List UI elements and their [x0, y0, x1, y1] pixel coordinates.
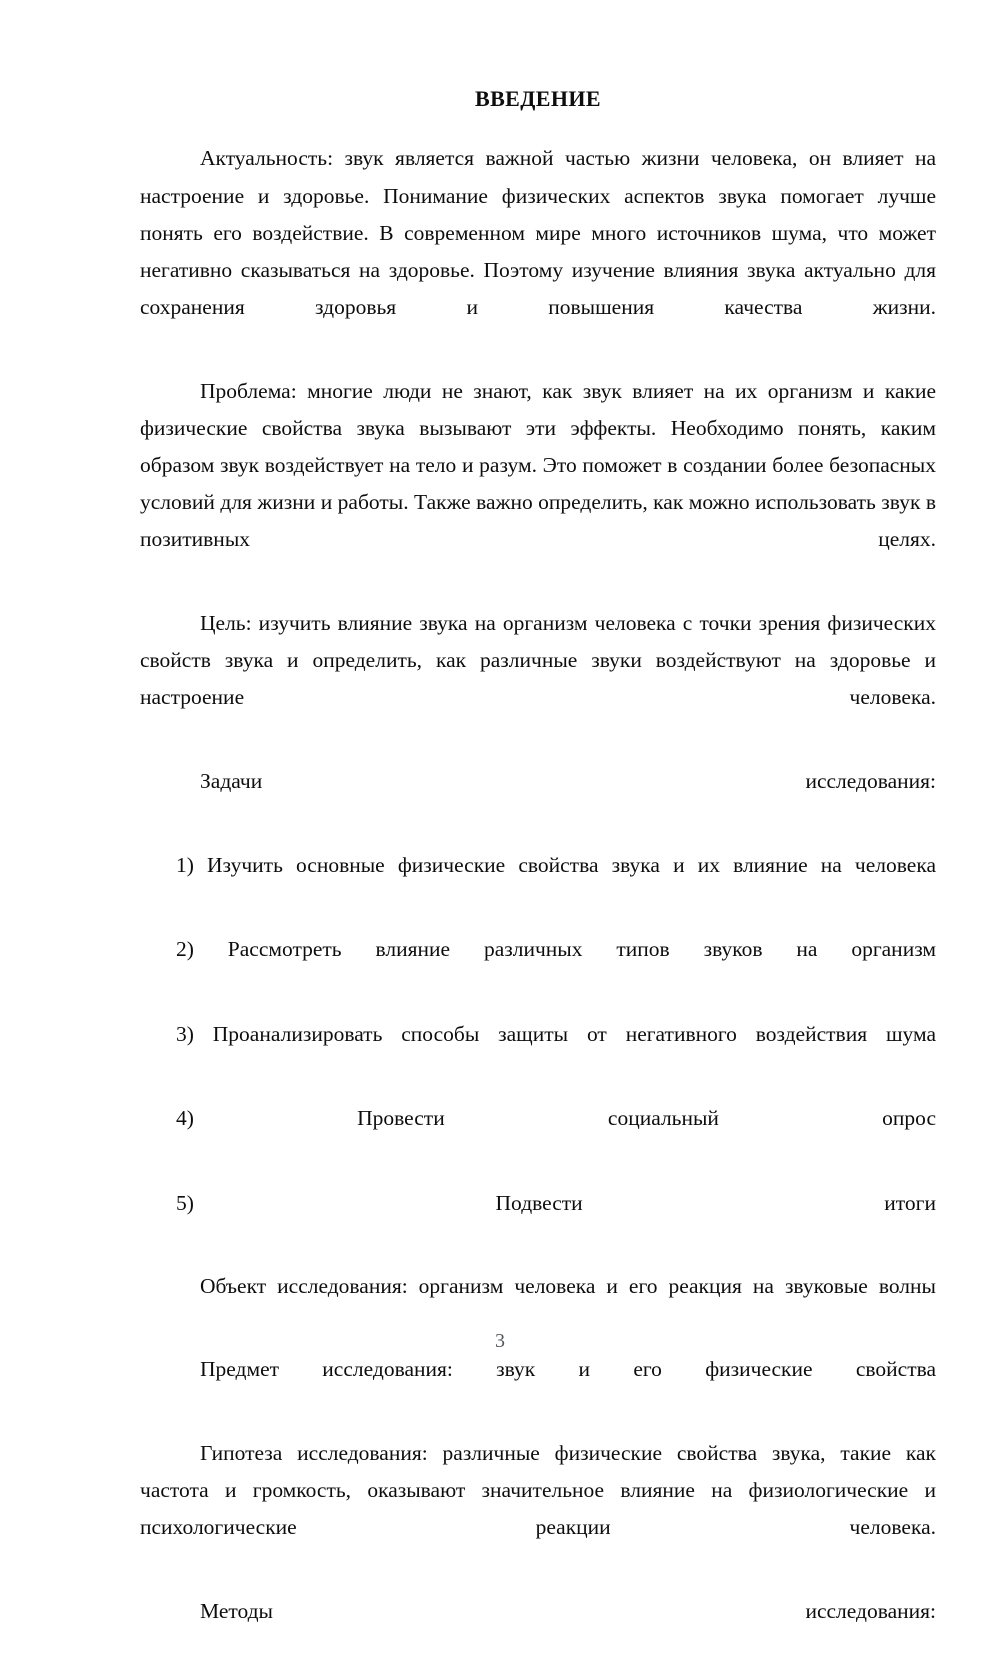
paragraph-goal: Цель: изучить влияние звука на организм человека с точки зрения физических свойств звука и определить, как различные звуки воздействуют на здоровье и настроение человека.	[140, 610, 936, 710]
page-title: ВВЕДЕНИЕ	[475, 86, 601, 111]
paragraph-object: Объект исследования: организм человека и его реакция на звуковые волны	[200, 1274, 936, 1299]
paragraph-gap	[140, 364, 936, 373]
paragraph-gap	[140, 1259, 936, 1268]
paragraph-subject: Предмет исследования: звук и его физические свойства	[200, 1357, 936, 1382]
list-item: 4) Провести социальный опрос	[176, 1106, 936, 1131]
paragraph-hypothesis: Гипотеза исследования: различные физические свойства звука, такие как частота и громкость, оказывают значительное влияние на физиологические и психологические реакции человека.	[140, 1440, 936, 1540]
list-gap	[140, 1006, 936, 1016]
paragraph-problem: Проблема: многие люди не знают, как звук влияет на их организм и какие физические свойства звука вызывают эти эффекты. Необходимо понять, каким образом звук воздействует на тело и разум. Это поможет в создании более безопасных условий для жизни и работы. Также важно определить, как можно использовать звук в позитивных целях.	[140, 378, 936, 552]
paragraph-relevance: Актуальность: звук является важной частью жизни человека, он влияет на настроение и здоровье. Понимание физических аспектов звука помогает лучше понять его воздействие. В современном мире много источников шума, что может негативно сказываться на здоровье. Поэтому изучение влияния звука актуально для сохранения здоровья и повышения качества жизни.	[140, 146, 936, 320]
list-gap	[140, 837, 936, 847]
paragraph-gap	[140, 1584, 936, 1593]
list-gap	[140, 1175, 936, 1185]
list-item: 3) Проанализировать способы защиты от негативного воздействия шума	[176, 1021, 936, 1046]
paragraph-gap	[140, 596, 936, 605]
list-item: 1) Изучить основные физические свойства звука и их влияние на человека	[176, 853, 936, 878]
heading-tasks: Задачи исследования:	[200, 768, 936, 793]
paragraph-gap	[140, 1426, 936, 1435]
paragraph-gap	[140, 754, 936, 763]
document-body	[140, 86, 936, 1667]
list-gap	[140, 921, 936, 931]
list-gap	[140, 1090, 936, 1100]
list-item: 2) Рассмотреть влияние различных типов звуков на организм	[176, 937, 936, 962]
list-item: 5) Подвести итоги	[176, 1190, 936, 1215]
page-number: 3	[495, 1330, 505, 1352]
heading-methods: Методы исследования:	[200, 1598, 936, 1623]
